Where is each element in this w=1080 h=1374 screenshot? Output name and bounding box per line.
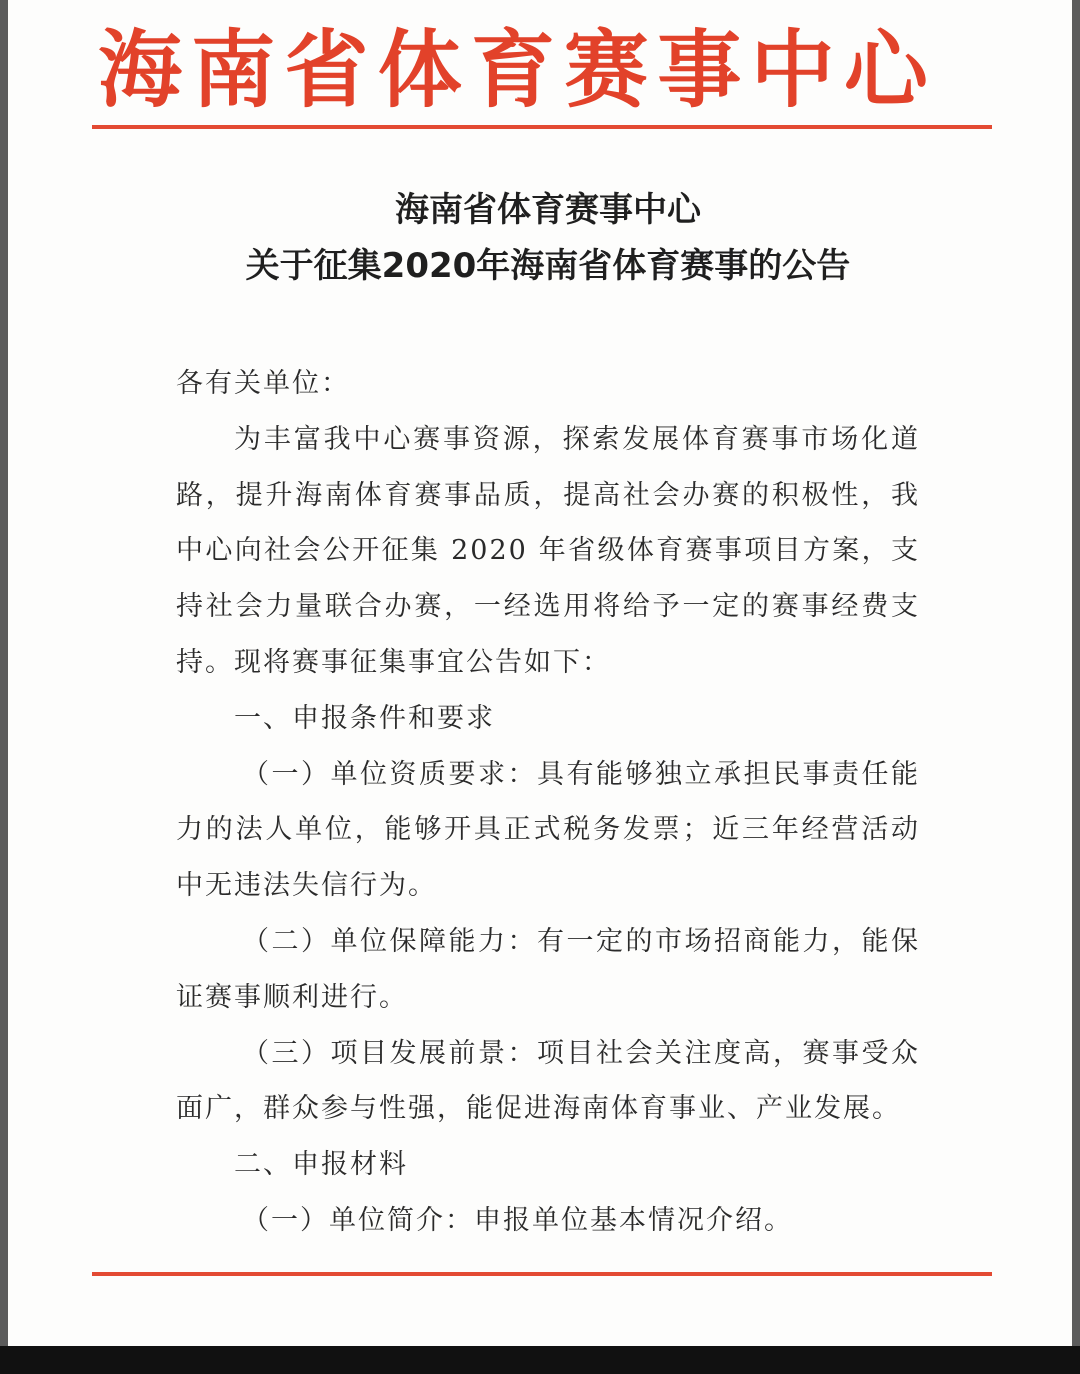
footer-divider <box>92 1272 992 1276</box>
letterhead-char: 体 <box>377 20 462 119</box>
letterhead-char: 赛 <box>564 20 649 119</box>
letterhead-char: 海 <box>98 20 183 119</box>
letterhead-char: 省 <box>284 20 369 119</box>
requirement-item: （一）单位资质要求：具有能够独立承担民事责任能力的法人单位，能够开具正式税务发票；近三年经营活动中无违法失信行为。 <box>176 758 920 902</box>
requirement-item: （二）单位保障能力：有一定的市场招商能力，能保证赛事顺利进行。 <box>176 925 920 1013</box>
letterhead-divider <box>92 125 992 129</box>
letterhead-title <box>98 22 928 118</box>
requirement-item: （三）项目发展前景：项目社会关注度高，赛事受众面广，群众参与性强，能促进海南体育事业、产业发展。 <box>176 1037 920 1125</box>
salutation: 各有关单位： <box>176 368 350 399</box>
letterhead-char: 心 <box>843 20 928 119</box>
letterhead-char: 中 <box>750 20 835 119</box>
letterhead-char: 育 <box>470 20 555 119</box>
material-item: （一）单位简介：申报单位基本情况介绍。 <box>242 1204 793 1236</box>
document-title-line1: 海南省体育赛事中心 <box>395 190 701 230</box>
section-heading: 二、申报材料 <box>234 1149 408 1181</box>
intro-paragraph: 为丰富我中心赛事资源，探索发展体育赛事市场化道路，提升海南体育赛事品质，提高社会办赛的积极性，我中心向社会公开征集 2020 年省级体育赛事项目方案，支持社会力量联合办赛，一经选用将给予一定的赛事经费支持。现将赛事征集事宜公告如下： <box>176 423 920 678</box>
document-page <box>8 0 1072 1346</box>
letterhead-char: 事 <box>657 20 742 119</box>
document-body <box>176 356 920 1249</box>
section-heading: 一、申报条件和要求 <box>234 702 495 734</box>
viewer-bottom-bar <box>0 1346 1080 1374</box>
letterhead-char: 南 <box>191 20 276 119</box>
document-title-line2: 关于征集2020年海南省体育赛事的公告 <box>245 246 851 286</box>
